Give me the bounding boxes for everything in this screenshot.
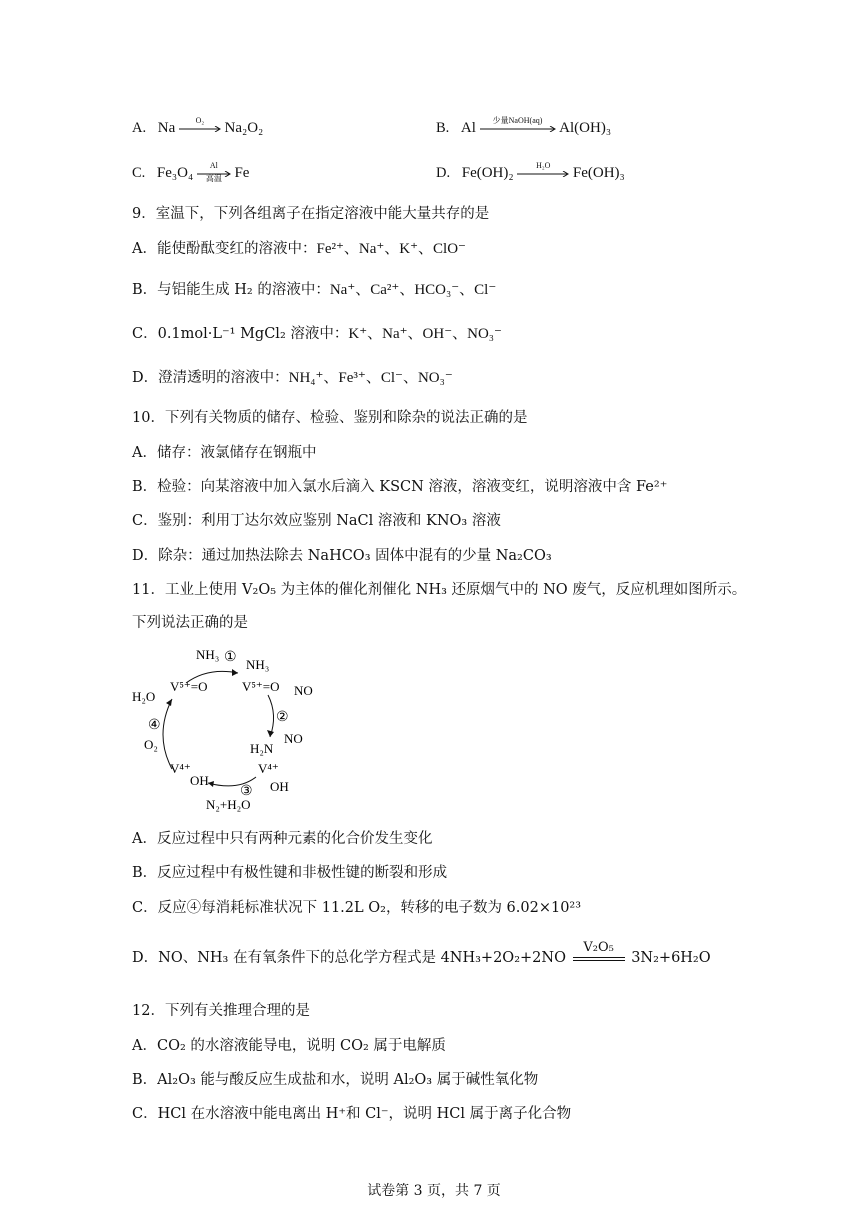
q10-option-c[interactable]: C．鉴别：利用丁达尔效应鉴别 NaCl 溶液和 KNO₃ 溶液 xyxy=(132,513,501,529)
q9-option-b[interactable] xyxy=(132,280,496,300)
q10-stem: 10．下列有关物质的储存、检验、鉴别和除杂的说法正确的是 xyxy=(132,410,528,426)
q8-option-b[interactable] xyxy=(436,115,612,138)
label-h2n: H₂N xyxy=(250,741,274,756)
option-text: D．澄清透明的溶液中： xyxy=(132,370,289,386)
product: Na₂O₂ xyxy=(224,120,264,136)
label-o2-in: O₂ xyxy=(144,737,158,752)
q10-option-a[interactable]: A．储存：液氯储存在钢瓶中 xyxy=(132,445,317,461)
reactant: Al xyxy=(460,120,476,136)
label-nh3-in: NH₃ xyxy=(196,647,220,662)
option-letter: D. xyxy=(436,165,451,181)
reaction-arrow xyxy=(179,115,221,132)
label-v4-right: V⁴⁺ xyxy=(258,761,279,776)
q10-option-d[interactable]: D．除杂：通过加热法除去 NaHCO₃ 固体中混有的少量 Na₂CO₃ xyxy=(132,548,552,564)
label-h2o-out: H₂O xyxy=(132,689,156,704)
arrow-condition-top: Al xyxy=(209,160,218,170)
option-text: B．与铝能生成 H₂ 的溶液中： xyxy=(132,282,330,298)
step-4: ④ xyxy=(148,718,161,733)
step-1: ① xyxy=(224,650,237,665)
reaction-arrow xyxy=(480,115,556,132)
q9-option-d[interactable] xyxy=(132,368,453,388)
label-oh-right: OH xyxy=(270,779,289,794)
option-text: D．NO、NH₃ 在有氧条件下的总化学方程式是 4NH₃+2O₂+2NO xyxy=(132,950,566,966)
arrowhead xyxy=(232,669,238,676)
label-v4-left: V⁴⁺ xyxy=(170,761,191,776)
option-text: C．0.1mol·L⁻¹ MgCl₂ 溶液中： xyxy=(132,326,349,342)
step-2: ② xyxy=(276,710,289,725)
ion-list: NH₄⁺、Fe³⁺、Cl⁻、NO₃⁻ xyxy=(288,370,453,386)
label-nh3-bound: NH₃ xyxy=(246,657,270,672)
q8-option-a[interactable] xyxy=(132,115,264,138)
option-text-rest: 每消耗标准状况下 11.2L O₂，转移的电子数为 6.02×10²³ xyxy=(201,900,582,916)
q12-option-b[interactable]: B．Al₂O₃ 能与酸反应生成盐和水，说明 Al₂O₃ 属于碱性氧化物 xyxy=(132,1072,539,1088)
option-letter: A. xyxy=(132,120,147,136)
product: Fe xyxy=(234,165,250,181)
reaction-mechanism-diagram xyxy=(128,645,328,815)
q11-stem-line2: 下列说法正确的是 xyxy=(132,615,248,631)
arrow-condition: O₂ xyxy=(195,115,205,125)
reactant: Fe(OH)₂ xyxy=(461,165,514,181)
arrow-condition-bottom: 高温 xyxy=(205,173,222,183)
ion-list: Na⁺、Ca²⁺、HCO₃⁻、Cl⁻ xyxy=(329,282,497,298)
product: Fe(OH)₃ xyxy=(572,165,625,181)
reaction-arrow xyxy=(517,160,569,177)
label-v5-right: V⁵⁺=O xyxy=(242,679,280,694)
q8-option-c[interactable] xyxy=(132,160,250,183)
q11-stem-line1: 11．工业上使用 V₂O₅ 为主体的催化剂催化 NH₃ 还原烟气中的 NO 废气，反应机理如图所示。 xyxy=(132,582,747,598)
step-3: ③ xyxy=(240,784,253,799)
label-n2-h2o: N₂+H₂O xyxy=(206,797,251,812)
q12-stem: 12．下列有关推理合理的是 xyxy=(132,1003,310,1019)
product: Al(OH)₃ xyxy=(559,120,612,136)
label-oh-left: OH xyxy=(190,773,209,788)
q11-option-d[interactable] xyxy=(132,940,711,968)
arrow-condition: 少量NaOH(aq) xyxy=(492,115,543,125)
label-no-in: NO xyxy=(294,683,313,698)
reaction-arrow xyxy=(197,160,231,183)
q9-option-c[interactable] xyxy=(132,324,502,344)
arrowhead xyxy=(267,730,274,737)
cycle-arrow-step4 xyxy=(163,699,172,769)
q11-option-a[interactable]: A．反应过程中只有两种元素的化合价发生变化 xyxy=(132,831,433,847)
q11-option-c[interactable] xyxy=(132,898,581,918)
page-footer: 试卷第 3 页，共 7 页 xyxy=(367,1183,501,1199)
reactant: Fe₃O₄ xyxy=(156,165,194,181)
q9-option-a[interactable] xyxy=(132,239,466,259)
label-v5-left: V⁵⁺=O xyxy=(170,679,208,694)
q8-option-d[interactable] xyxy=(436,160,625,183)
equation-product: 3N₂+6H₂O xyxy=(631,950,711,966)
ion-list: K⁺、Na⁺、OH⁻、NO₃⁻ xyxy=(348,326,502,342)
option-letter: C. xyxy=(132,165,146,181)
catalyst-label: V₂O₅ xyxy=(583,940,614,955)
step-ref: ④ xyxy=(186,900,202,916)
option-letter: B. xyxy=(436,120,450,136)
option-text: A．能使酚酞变红的溶液中： xyxy=(132,241,317,257)
option-text: C．反应 xyxy=(132,900,187,916)
reactant: Na xyxy=(157,120,176,136)
q9-stem: 9．室温下，下列各组离子在指定溶液中能大量共存的是 xyxy=(132,206,490,222)
q10-option-b[interactable]: B．检验：向某溶液中加入氯水后滴入 KSCN 溶液，溶液变红，说明溶液中含 Fe²⁺ xyxy=(132,479,668,495)
arrowhead xyxy=(208,781,214,787)
q12-option-a[interactable]: A．CO₂ 的水溶液能导电，说明 CO₂ 属于电解质 xyxy=(132,1038,446,1054)
arrow-condition: H₂O xyxy=(536,160,551,170)
label-no-bound: NO xyxy=(284,731,303,746)
q12-option-c[interactable]: C．HCl 在水溶液中能电离出 H⁺和 Cl⁻，说明 HCl 属于离子化合物 xyxy=(132,1106,572,1122)
equation-condition xyxy=(573,940,625,961)
ion-list: Fe²⁺、Na⁺、K⁺、ClO⁻ xyxy=(316,241,466,257)
q11-option-b[interactable]: B．反应过程中有极性键和非极性键的断裂和形成 xyxy=(132,865,448,881)
